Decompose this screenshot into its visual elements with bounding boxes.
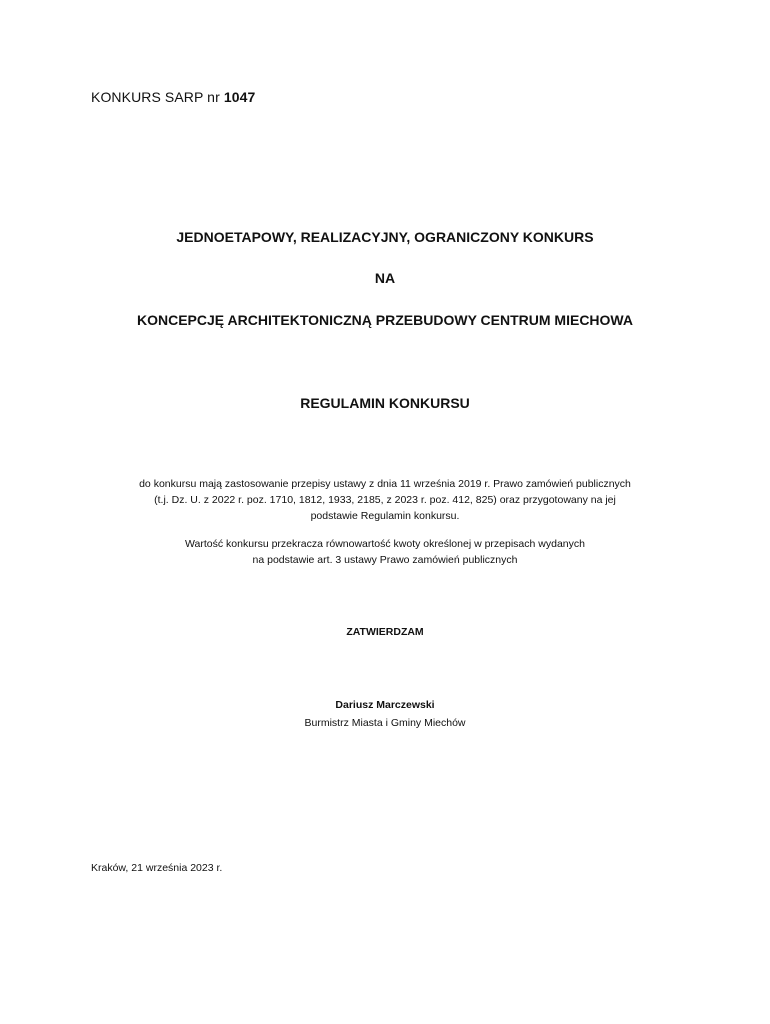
legal-basis-line-1: do konkursu mają zastosowanie przepisy ustawy z dnia 11 września 2019 r. Prawo zamówień publicznych [139,478,631,490]
title-line-2: NA [374,270,396,286]
title-line-3: KONCEPCJĘ ARCHITEKTONICZNĄ PRZEBUDOWY CENTRUM MIECHOWA [137,312,633,328]
competition-prefix: KONKURS SARP nr [91,89,220,105]
value-threshold-paragraph [0,536,770,568]
title-line-1: JEDNOETAPOWY, REALIZACYJNY, OGRANICZONY KONKURS [176,229,594,245]
signatory-name: Dariusz Marczewski [335,699,435,711]
competition-number [91,89,255,105]
value-threshold-line-2: na podstawie art. 3 ustawy Prawo zamówień publicznych [252,554,518,566]
competition-number-value: 1047 [223,89,256,105]
approval-label: ZATWIERDZAM [346,626,424,638]
place-and-date: Kraków, 21 września 2023 r. [91,862,223,874]
legal-basis-line-3: podstawie Regulamin konkursu. [310,510,460,522]
document-title: REGULAMIN KONKURSU [300,395,470,411]
value-threshold-line-1: Wartość konkursu przekracza równowartość kwoty określonej w przepisach wydanych [185,538,585,550]
legal-basis-line-2: (t.j. Dz. U. z 2022 r. poz. 1710, 1812, 1933, 2185, z 2023 r. poz. 412, 825) oraz przygotowany na jej [154,494,616,506]
signatory-role: Burmistrz Miasta i Gminy Miechów [304,717,466,729]
legal-basis-paragraph [0,476,770,524]
